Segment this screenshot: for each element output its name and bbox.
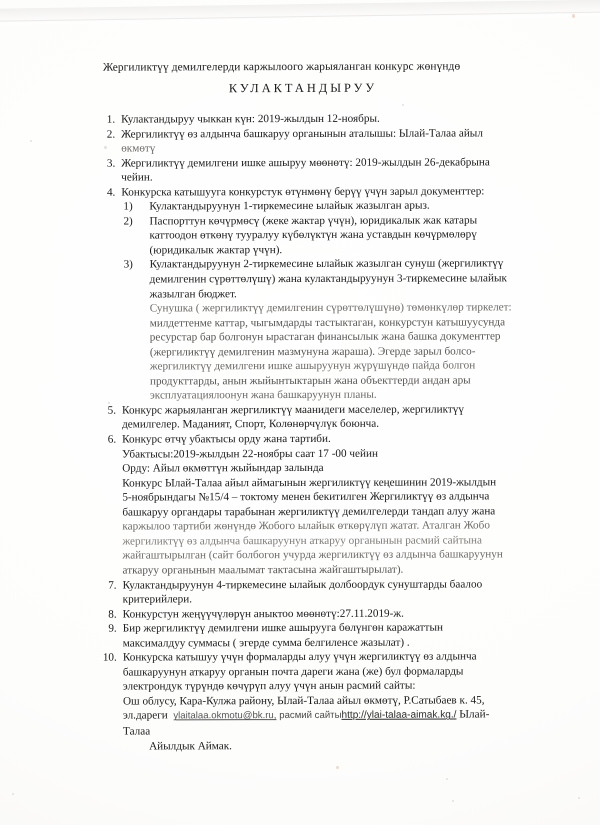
item-6-paragraph-line-3: башкаруу органдары тарабынан жергиликтүү демилгелерди тандап алуу жана xyxy=(122,505,496,519)
list-item-4-line-1: Конкурска катышууга конкурстук өтүнмөнү берүү үчүн зарыл документтер: xyxy=(121,185,485,199)
sublist-item-3-line-2: демилгенин сүрөттөлүшү) жана кулактандыруунун 3-тиркемесине ылайык xyxy=(149,272,507,286)
website-link[interactable]: http://ylai-talaa-aimak.kg./ xyxy=(341,709,457,722)
list-item-7 xyxy=(97,577,515,607)
list-item-10-line-3: электрондук түрүндө көчүрүп алуу үчүн анын расмий сайты: xyxy=(122,679,416,693)
document-title: КУЛАКТАНДЫРУУ xyxy=(228,80,378,96)
list-item-8-line-1: Конкурстун жеңүүчүлөрүн аныктоо мөөнөтү:27.11.2019-ж. xyxy=(122,607,404,621)
contact-last-line: Айылдык Аймак. xyxy=(149,739,232,752)
list-item-5-line-2: демилгелер. Маданият, Спорт, Колөнөрчүлүк боюнча. xyxy=(122,418,380,432)
email-label: эл.дареги xyxy=(122,709,168,722)
sublist-item-3 xyxy=(122,257,514,302)
scan-edge-artifact xyxy=(0,0,600,25)
scan-speck xyxy=(578,797,580,799)
document-subject: Жергиликтүү демилгелерди каржылоого жарыяланган конкурс жөнүндө xyxy=(102,60,461,74)
list-item-4-subitems xyxy=(95,199,514,404)
scan-edge-line-artifact xyxy=(0,11,600,22)
scan-speck xyxy=(12,793,14,795)
list-item-5-line-1: Конкурс жарыяланган жергиликтүү маанидеги маселелер, жергиликтүү xyxy=(122,403,464,417)
list-item-6 xyxy=(96,431,514,578)
list-item-4-number: 4. xyxy=(106,186,116,199)
list-item-7-line-2: критерийлери. xyxy=(122,593,193,606)
sublist-item-3-line-3: жазылган бюджет. xyxy=(149,287,237,301)
list-item-9-line-2: максималдуу суммасы ( эгерде сумма белгиленсе жазылат) . xyxy=(122,636,410,650)
sublist-item-2-number: 2) xyxy=(123,215,133,228)
note-line-2: милдеттенме каттар, чыгымдарды тастыктаган, конкурстун катышуусунда xyxy=(149,316,506,330)
list-item-1 xyxy=(95,111,513,127)
list-item-3-line-1: Жергиликтүү демилгени ишке ашыруу мөөнөтү: 2019-жылдын 26-декабрына xyxy=(121,156,490,170)
item-6-paragraph-line-2: 5-ноябрындагы №15/4 – токтому менен бекитилген Жергиликтүү өз алдынча xyxy=(122,490,490,504)
list-item-10-line-1: Конкурска катышуу үчүн формаларды алуу үчүн жергиликтүү өз алдынча xyxy=(122,650,477,664)
site-label: расмий сайты xyxy=(279,710,342,722)
note-line-5: жергиликтүү демилгени ишке ашыруунун жүрүшүндө пайда болгон xyxy=(149,359,476,373)
contact-line xyxy=(123,708,515,739)
scan-speck xyxy=(572,14,575,18)
list-item-5-number: 5. xyxy=(107,404,117,417)
list-item-10 xyxy=(97,650,515,754)
item-6-paragraph-line-5: жергиликтүү өз алдынча башкаруунун аткаруу органынын расмий сайтына xyxy=(122,534,483,548)
note-line-1: Сунушка ( жергиликтүү демилгенин сүрөттөлүшүнө) төмөнкүлөр тиркелет: xyxy=(149,301,512,315)
list-item-5 xyxy=(96,402,514,432)
notice-body xyxy=(95,111,515,753)
list-item-7-line-1: Кулактандыруунун 4-тиркемесине ылайык долбоордук сунуштарды баалоо xyxy=(122,577,483,592)
list-item-6-number: 6. xyxy=(107,433,117,446)
list-item-2-line-2: өкмөтү xyxy=(121,142,156,155)
scan-speck xyxy=(452,800,454,802)
list-item-2 xyxy=(95,126,513,156)
list-item-10-line-2: башкаруунун аткаруу органын почта дареги жана (же) бул формаларды xyxy=(122,665,464,679)
list-item-10-number: 10. xyxy=(102,651,117,664)
list-item-6-line-1: Конкурс өтчү убактысы орду жана тартиби. xyxy=(122,432,331,446)
list-item-2-line-1: Жергиликтүү өз алдынча башкаруу органынын аталышы: Ылай-Талаа айыл xyxy=(121,126,483,141)
list-item-3-line-2: чейин. xyxy=(121,171,153,184)
sublist-item-1-number: 1) xyxy=(123,200,133,213)
list-item-8-number: 8. xyxy=(108,608,117,621)
sublist-item-3-note xyxy=(122,300,514,403)
contact-tail: Ылай-Талаа xyxy=(123,708,490,738)
note-line-3: ресурстар бар болгонун ырастаган финансылык жана башка документтер xyxy=(149,330,501,344)
note-line-4: (жергиликтүү демилгенин мазмунуна жараша). Эгерде зарыл болсо- xyxy=(149,345,476,359)
list-item-3-number: 3. xyxy=(106,157,116,170)
email-link[interactable]: ylaitalaa.okmotu@bk.ru, xyxy=(173,710,277,722)
list-item-9 xyxy=(97,620,515,650)
list-item-4 xyxy=(95,184,513,200)
sublist-item-1-line-1: Кулактандыруунун 1-тиркемесине ылайык жазылган арыз. xyxy=(149,199,430,213)
list-item-9-line-1: Бир жергиликтүү демилгени ишке ашырууга бөлүнгөн каражаттын xyxy=(122,621,443,635)
sublist-item-3-number: 3) xyxy=(123,258,133,272)
list-item-8 xyxy=(97,606,515,622)
list-item-3 xyxy=(95,155,513,185)
list-item-1-line-1: Кулактандыруу чыккан күн: 2019-жылдын 12-ноябры. xyxy=(121,112,380,126)
list-item-2-number: 2. xyxy=(106,128,116,141)
scan-speck xyxy=(402,104,404,106)
sublist-item-3-line-1: Кулактандыруунун 2-тиркемесине ылайык жазылган сунуш (жергиликтүү xyxy=(149,257,504,271)
list-item-9-number: 9. xyxy=(108,622,117,635)
sublist-item-2-line-2: каттоодон өткөнү тууралуу күбөлүктүн жана уставдын көчүрмөлөрү xyxy=(149,228,477,242)
item-6-paragraph-line-7: аткаруу органынын маалымат тактасына жайгаштырылат). xyxy=(122,563,404,577)
item-6-time: Убактысы:2019-жылдын 22-ноябры саат 17 -00 чейин xyxy=(122,447,378,461)
sublist-item-2 xyxy=(121,213,513,258)
sublist-item-2-line-3: (юридикалык жактар үчүн). xyxy=(149,243,283,257)
scan-speck xyxy=(30,140,32,142)
item-6-paragraph-line-4: каржылоо тартиби жөнүндө Жобого ылайык өткөрүлүп жатат. Аталган Жобо xyxy=(122,519,490,533)
item-6-paragraph-line-6: жайгаштырылган (сайт болбогон учурда жергиликтүү өз алдынча башкаруунун xyxy=(122,548,503,562)
scan-speck xyxy=(336,766,339,769)
item-6-paragraph-line-1: Конкурс Ылай-Талаа айыл аймагынын жергиликтүү кеңешинин 2019-жылдын xyxy=(122,476,497,490)
list-item-1-number: 1. xyxy=(106,113,116,126)
list-item-7-number: 7. xyxy=(108,579,117,592)
item-6-place: Орду: Айыл өкмөттүн жыйындар залында xyxy=(122,462,324,475)
sublist-item-2-line-1: Паспорттун көчүрмөсү (жеке жактар үчүн), юридикалык жак катары xyxy=(149,214,478,228)
sublist-item-1 xyxy=(121,199,513,215)
note-line-6: продукттарды, анын жыйынтыктарын жана объекттерди андан ары xyxy=(149,374,471,388)
contact-address: Ош облусу, Кара-Кулжа району, Ылай-Талаа айыл өкмөтү, Р.Сатыбаев к. 45, xyxy=(122,694,485,708)
scan-speck xyxy=(446,778,448,780)
note-line-7: эксплуатациялоонун жана башкаруунун планы. xyxy=(149,389,377,402)
